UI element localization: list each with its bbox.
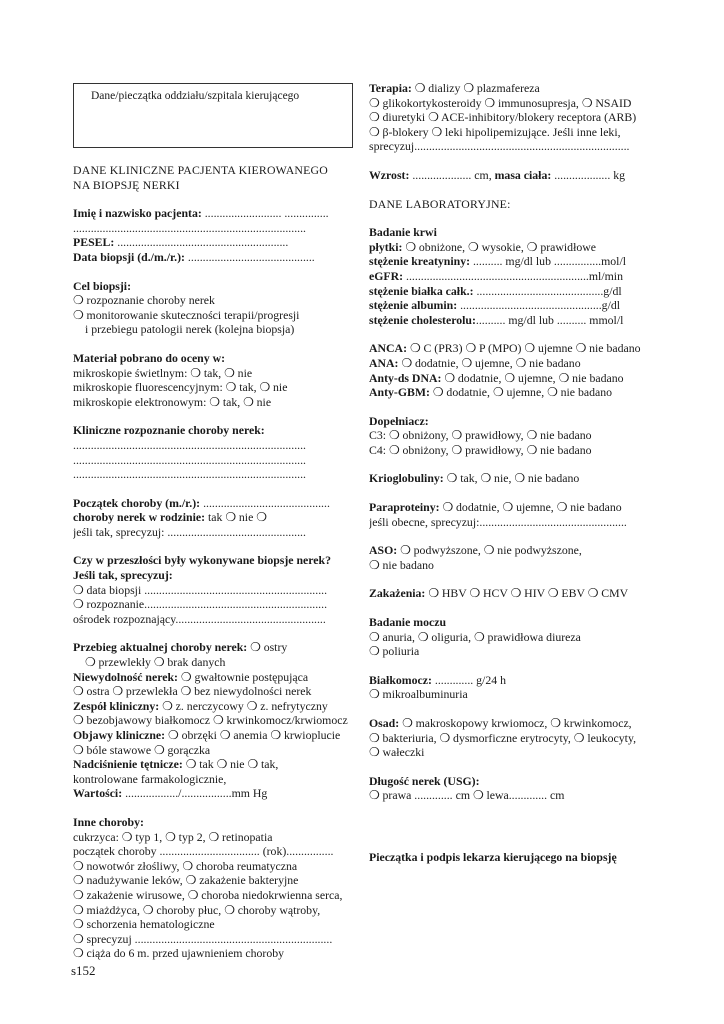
sediment-options[interactable]: ❍ wałeczki: [369, 745, 425, 760]
clinical-syndrome-field[interactable]: Zespół kliniczny: ❍ z. nerczycowy ❍ z. nefrytyczny: [73, 698, 328, 713]
complement-heading: Dopełniacz:: [369, 413, 429, 428]
pesel-field[interactable]: PESEL: ..........................................................: [73, 235, 289, 250]
other-disease-option[interactable]: ❍ miażdżyca, ❍ choroby płuc, ❍ choroby wątroby,: [73, 902, 321, 917]
c3-options[interactable]: C3: ❍ obniżony, ❍ prawidłowy, ❍ nie badano: [369, 428, 592, 443]
clinical-symptoms-options[interactable]: ❍ bóle stawowe ❍ gorączka: [73, 742, 211, 757]
sediment-options[interactable]: ❍ bakteriuria, ❍ dysmorficzne erytrocyty, ❍ leukocyty,: [369, 730, 637, 745]
other-diseases-heading: Inne choroby:: [73, 814, 144, 829]
blood-test-heading: Badanie krwi: [369, 225, 437, 240]
patient-name-line2[interactable]: ...............................................................................: [73, 220, 306, 235]
family-history-field[interactable]: choroby nerek w rodzinie: tak ❍ nie ❍: [73, 510, 267, 525]
previous-biopsy-specify: Jeśli tak, sprecyzuj:: [73, 568, 173, 583]
material-heading: Materiał pobrano do oceny w:: [73, 350, 226, 365]
disease-onset-field[interactable]: Początek choroby (m./r.): ...........................................: [73, 495, 330, 510]
disease-course-options[interactable]: ❍ przewlekły ❍ brak danych: [85, 655, 226, 670]
previous-biopsy-diagnosis[interactable]: ❍ rozpoznanie..............................................................: [73, 597, 328, 612]
purpose-option-diagnosis[interactable]: ❍ rozpoznanie choroby nerek: [73, 293, 215, 308]
section-title: DANE KLINICZNE PACJENTA KIEROWANEGO: [73, 163, 328, 177]
c4-options[interactable]: C4: ❍ obniżony, ❍ prawidłowy, ❍ nie badano: [369, 442, 592, 457]
diabetes-options[interactable]: cukrzyca: ❍ typ 1, ❍ typ 2, ❍ retinopatia: [73, 829, 273, 844]
platelets-field[interactable]: płytki: ❍ obniżone, ❍ wysokie, ❍ prawidłowe: [369, 239, 597, 254]
egfr-field[interactable]: eGFR: ..............................................................ml/min: [369, 268, 623, 283]
albumin-field[interactable]: stężenie albumin: ................................................g/dl: [369, 298, 621, 313]
hypertension-controlled: kontrolowane farmakologicznie,: [73, 771, 227, 786]
clinical-symptoms-field[interactable]: Objawy kliniczne: ❍ obrzęki ❍ anemia ❍ krwioplucie: [73, 728, 341, 742]
hypertension-field[interactable]: Nadciśnienie tętnicze: ❍ tak ❍ nie ❍ tak,: [73, 757, 279, 772]
proteinuria-field[interactable]: Białkomocz: ............. g/24 h: [369, 672, 506, 687]
left-column: [73, 163, 355, 961]
section-title-cont: NA BIOPSJĘ NERKI: [73, 177, 180, 192]
microalbuminuria-option[interactable]: ❍ mikroalbuminuria: [369, 687, 468, 702]
cholesterol-field[interactable]: stężenie cholesterolu:.......... mg/dl lub .......... mmol/l: [369, 312, 624, 327]
creatinine-field[interactable]: stężenie kreatyniny: .......... mg/dl lub ................mol/l: [369, 254, 627, 269]
previous-biopsy-center[interactable]: ośrodek rozpoznający...................................................: [73, 611, 326, 626]
therapy-field[interactable]: Terapia: ❍ dializy ❍ plazmafereza: [369, 81, 540, 95]
referring-physician-signature-label: Pieczątka i podpis lekarza kierującego na biopsję: [369, 850, 617, 864]
biopsy-date-field[interactable]: Data biopsji (d./m./r.): ...........................................: [73, 249, 315, 264]
renal-failure-field[interactable]: Niewydolność nerek: ❍ gwałtownie postępująca: [73, 669, 309, 684]
purpose-option-monitoring-cont: i przebiegu patologii nerek (kolejna biopsja): [85, 322, 295, 337]
total-protein-field[interactable]: stężenie białka całk.: ...........................................g/dl: [369, 283, 622, 298]
ana-field[interactable]: ANA: ❍ dodatnie, ❍ ujemne, ❍ nie badano: [369, 355, 581, 370]
kidney-length-options[interactable]: ❍ prawa ............. cm ❍ lewa............. cm: [369, 788, 565, 803]
anti-dsdna-field[interactable]: Anty-ds DNA: ❍ dodatnie, ❍ ujemne, ❍ nie badano: [369, 370, 624, 385]
pregnancy-option[interactable]: ❍ ciąża do 6 m. przed ujawnieniem choroby: [73, 946, 285, 961]
cryoglobulins-field[interactable]: Krioglobuliny: ❍ tak, ❍ nie, ❍ nie badano: [369, 471, 580, 486]
therapy-options[interactable]: ❍ β-blokery ❍ leki hipolipemizujące. Jeśli inne leki,: [369, 124, 621, 139]
clinical-diagnosis-line[interactable]: ...............................................................................: [73, 452, 306, 467]
clinical-diagnosis-line[interactable]: ...............................................................................: [73, 437, 306, 452]
aso-field[interactable]: ASO: ❍ podwyższone, ❍ nie podwyższone,: [369, 543, 582, 558]
other-disease-specify[interactable]: ❍ sprecyzuj ...................................................................: [73, 931, 333, 946]
patient-name-field[interactable]: Imię i nazwisko pacjenta: .......................... ...............: [73, 206, 329, 221]
height-weight-field[interactable]: Wzrost: .................... cm, masa ciała: ................... kg: [369, 167, 626, 182]
urine-options[interactable]: ❍ anuria, ❍ oliguria, ❍ prawidłowa diureza: [369, 629, 581, 644]
therapy-options[interactable]: ❍ diuretyki ❍ ACE-inhibitory/blokery receptora (ARB): [369, 110, 637, 125]
disease-course-field[interactable]: Przebieg aktualnej choroby nerek: ❍ ostry: [73, 640, 288, 655]
material-fluorescence-microscopy[interactable]: mikroskopie fluorescencyjnym: ❍ tak, ❍ nie: [73, 380, 288, 395]
clinical-syndrome-options[interactable]: ❍ bezobjawowy białkomocz ❍ krwinkomocz/krwiomocz: [73, 713, 348, 728]
page-number: s152: [71, 963, 96, 978]
stamp-box[interactable]: [73, 83, 353, 148]
lab-data-heading: DANE LABORATORYJNE:: [369, 196, 511, 211]
infections-field[interactable]: Zakażenia: ❍ HBV ❍ HCV ❍ HIV ❍ EBV ❍ CMV: [369, 586, 629, 601]
diabetes-onset[interactable]: początek choroby .................................. (rok)................: [73, 844, 334, 859]
anti-gbm-field[interactable]: Anty-GBM: ❍ dodatnie, ❍ ujemne, ❍ nie badano: [369, 385, 613, 400]
stamp-label: Dane/pieczątka oddziału/szpitala kierującego: [91, 90, 300, 102]
previous-biopsy-date[interactable]: ❍ data biopsji ..............................................................: [73, 582, 328, 597]
material-light-microscopy[interactable]: mikroskopie świetlnym: ❍ tak, ❍ nie: [73, 365, 253, 380]
material-electron-microscopy[interactable]: mikroskopie elektronowym: ❍ tak, ❍ nie: [73, 394, 272, 409]
right-column: [369, 81, 654, 803]
other-disease-option[interactable]: ❍ zakażenie wirusowe, ❍ choroba niedokrwienna serca,: [73, 887, 343, 902]
purpose-option-monitoring[interactable]: ❍ monitorowanie skuteczności terapii/progresji: [73, 307, 300, 322]
biopsy-purpose-heading: Cel biopsji:: [73, 278, 132, 293]
kidney-length-heading: Długość nerek (USG):: [369, 773, 480, 788]
paraproteins-field[interactable]: Paraproteiny: ❍ dodatnie, ❍ ujemne, ❍ nie badano: [369, 500, 622, 515]
other-disease-option[interactable]: ❍ nadużywanie leków, ❍ zakażenie bakteryjne: [73, 873, 299, 888]
other-disease-option[interactable]: ❍ nowotwór złośliwy, ❍ choroba reumatyczna: [73, 858, 298, 873]
therapy-specify[interactable]: sprecyzuj.........................................................................: [369, 139, 630, 154]
family-history-specify[interactable]: jeśli tak, sprecyzuj: ...............................................: [73, 524, 306, 539]
urine-test-heading: Badanie moczu: [369, 615, 447, 630]
previous-biopsy-question: Czy w przeszłości były wykonywane biopsje nerek?: [73, 553, 331, 568]
clinical-diagnosis-heading: Kliniczne rozpoznanie choroby nerek:: [73, 423, 265, 438]
clinical-diagnosis-line[interactable]: ...............................................................................: [73, 467, 306, 482]
sediment-field[interactable]: Osad: ❍ makroskopowy krwiomocz, ❍ krwinkomocz,: [369, 716, 632, 730]
urine-options[interactable]: ❍ poliuria: [369, 644, 420, 659]
paraproteins-specify[interactable]: jeśli obecne, sprecyzuj:..................................................: [369, 514, 627, 529]
blood-pressure-values[interactable]: Wartości: ................../.................mm Hg: [73, 786, 268, 801]
aso-not-tested[interactable]: ❍ nie badano: [369, 557, 434, 572]
other-disease-option[interactable]: ❍ schorzenia hematologiczne: [73, 917, 215, 932]
renal-failure-options[interactable]: ❍ ostra ❍ przewlekła ❍ bez niewydolności nerek: [73, 684, 312, 699]
therapy-options[interactable]: ❍ glikokortykosteroidy ❍ immunosupresja, ❍ NSAID: [369, 95, 632, 110]
anca-field[interactable]: ANCA: ❍ C (PR3) ❍ P (MPO) ❍ ujemne ❍ nie badano: [369, 341, 641, 356]
